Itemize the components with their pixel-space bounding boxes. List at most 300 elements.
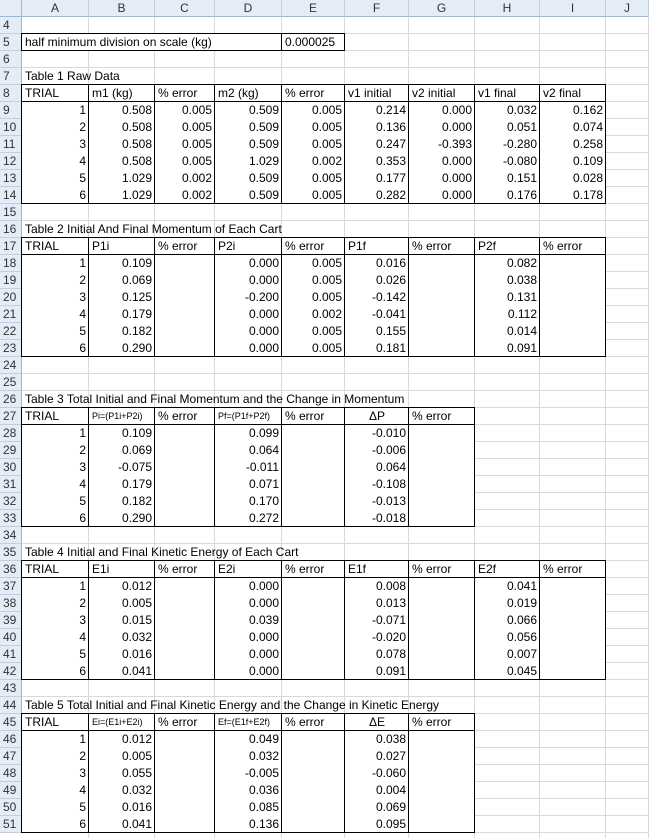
table1-cell[interactable]: 1.029 [89, 187, 155, 204]
table1-cell[interactable]: -0.080 [475, 153, 540, 170]
table3-cell[interactable] [155, 442, 215, 459]
table1-cell[interactable]: 0.177 [345, 170, 409, 187]
table2-cell[interactable]: 0.109 [89, 255, 155, 272]
table1-cell[interactable]: 0.508 [89, 153, 155, 170]
scale-division-label[interactable]: half minimum division on scale (kg) [22, 34, 282, 51]
table2-cell[interactable]: -0.041 [345, 306, 409, 323]
row-header[interactable]: 40 [0, 629, 22, 646]
column-header-b[interactable]: B [89, 0, 155, 17]
table2-cell[interactable]: -0.142 [345, 289, 409, 306]
table5-cell[interactable]: 0.095 [345, 816, 409, 833]
row-header[interactable]: 12 [0, 153, 22, 170]
table4-cell[interactable]: 0.056 [475, 629, 540, 646]
column-header-a[interactable]: A [22, 0, 89, 17]
table1-cell[interactable]: 0.005 [282, 119, 345, 136]
table2-cell[interactable] [409, 255, 475, 272]
table1-cell[interactable]: 0.509 [215, 187, 282, 204]
table4-cell[interactable]: 0.005 [89, 595, 155, 612]
table5-cell[interactable] [409, 748, 475, 765]
row-header[interactable]: 7 [0, 68, 22, 85]
table3-cell[interactable]: -0.018 [345, 510, 409, 527]
table4-cell[interactable]: 5 [22, 646, 89, 663]
row-header[interactable]: 15 [0, 204, 22, 221]
table4-cell[interactable]: 1 [22, 578, 89, 595]
table3-cell[interactable] [155, 493, 215, 510]
table4-cell[interactable]: 4 [22, 629, 89, 646]
table4-cell[interactable]: 0.032 [89, 629, 155, 646]
row-header[interactable]: 48 [0, 765, 22, 782]
table5-header[interactable]: % error [155, 714, 215, 731]
table4-cell[interactable] [540, 629, 606, 646]
table4-cell[interactable] [155, 595, 215, 612]
table2-cell[interactable]: 0.000 [215, 255, 282, 272]
table4-cell[interactable] [282, 629, 345, 646]
table2-cell[interactable]: 0.038 [475, 272, 540, 289]
table2-cell[interactable]: 0.005 [282, 272, 345, 289]
table4-cell[interactable]: 0.078 [345, 646, 409, 663]
row-header[interactable]: 24 [0, 357, 22, 374]
table4-cell[interactable]: -0.020 [345, 629, 409, 646]
table3-cell[interactable]: 0.109 [89, 425, 155, 442]
table3-header[interactable]: TRIAL [22, 408, 89, 425]
table2-cell[interactable]: 0.000 [215, 340, 282, 357]
table2-header[interactable]: P2f [475, 238, 540, 255]
table2-header[interactable]: P2i [215, 238, 282, 255]
table4-header[interactable]: % error [282, 561, 345, 578]
table4-cell[interactable] [409, 646, 475, 663]
row-header[interactable]: 6 [0, 51, 22, 68]
table1-cell[interactable]: 0.136 [345, 119, 409, 136]
row-header[interactable]: 43 [0, 680, 22, 697]
table3-cell[interactable] [282, 442, 345, 459]
table5-cell[interactable] [282, 799, 345, 816]
row-header[interactable]: 36 [0, 561, 22, 578]
table5-cell[interactable]: 0.069 [345, 799, 409, 816]
row-header[interactable]: 13 [0, 170, 22, 187]
table5-cell[interactable] [282, 765, 345, 782]
table2-header[interactable]: % error [409, 238, 475, 255]
table5-header[interactable]: TRIAL [22, 714, 89, 731]
table2-cell[interactable]: 0.016 [345, 255, 409, 272]
row-header[interactable]: 47 [0, 748, 22, 765]
table1-cell[interactable]: 0.002 [155, 187, 215, 204]
row-header[interactable]: 37 [0, 578, 22, 595]
table4-cell[interactable] [540, 578, 606, 595]
table2-cell[interactable]: 0.290 [89, 340, 155, 357]
table1-cell[interactable]: 0.162 [540, 102, 606, 119]
row-header[interactable]: 16 [0, 221, 22, 238]
table3-cell[interactable]: 0.064 [215, 442, 282, 459]
table5-cell[interactable]: 0.038 [345, 731, 409, 748]
table1-cell[interactable]: 0.214 [345, 102, 409, 119]
table3-cell[interactable]: 0.071 [215, 476, 282, 493]
table5-cell[interactable] [155, 731, 215, 748]
table3-cell[interactable]: -0.011 [215, 459, 282, 476]
table2-cell[interactable] [155, 323, 215, 340]
table2-cell[interactable]: 0.005 [282, 340, 345, 357]
table1-cell[interactable]: 0.005 [155, 102, 215, 119]
table3-cell[interactable]: 0.099 [215, 425, 282, 442]
table1-header[interactable]: m1 (kg) [89, 85, 155, 102]
table4-cell[interactable] [155, 578, 215, 595]
table5-cell[interactable] [155, 748, 215, 765]
table1-cell[interactable]: 0.258 [540, 136, 606, 153]
table2-cell[interactable] [409, 340, 475, 357]
table2-cell[interactable] [409, 272, 475, 289]
table1-cell[interactable]: 0.032 [475, 102, 540, 119]
table1-header[interactable]: v2 initial [409, 85, 475, 102]
table2-cell[interactable] [540, 323, 606, 340]
table2-cell[interactable]: 2 [22, 272, 89, 289]
table2-cell[interactable]: 0.131 [475, 289, 540, 306]
table1-cell[interactable]: 0.247 [345, 136, 409, 153]
row-header[interactable]: 45 [0, 714, 22, 731]
table1-cell[interactable]: 0.509 [215, 136, 282, 153]
table5-header[interactable]: % error [282, 714, 345, 731]
row-header[interactable]: 38 [0, 595, 22, 612]
row-header[interactable]: 21 [0, 306, 22, 323]
row-header[interactable]: 18 [0, 255, 22, 272]
table4-header[interactable]: % error [409, 561, 475, 578]
table1-header[interactable]: v2 final [540, 85, 606, 102]
column-header-h[interactable]: H [475, 0, 540, 17]
table5-cell[interactable]: -0.005 [215, 765, 282, 782]
row-header[interactable]: 4 [0, 17, 22, 34]
table1-cell[interactable]: 0.002 [155, 170, 215, 187]
table1-cell[interactable]: 1.029 [89, 170, 155, 187]
column-header-d[interactable]: D [215, 0, 282, 17]
table1-cell[interactable]: 0.005 [155, 136, 215, 153]
table4-cell[interactable]: 0.000 [215, 629, 282, 646]
table4-cell[interactable]: 0.000 [215, 646, 282, 663]
row-header[interactable]: 50 [0, 799, 22, 816]
table3-cell[interactable] [409, 510, 475, 527]
table4-cell[interactable] [409, 612, 475, 629]
table2-cell[interactable]: 0.155 [345, 323, 409, 340]
table2-cell[interactable]: 0.005 [282, 323, 345, 340]
table5-cell[interactable]: 0.136 [215, 816, 282, 833]
table4-cell[interactable] [540, 595, 606, 612]
table2-cell[interactable]: 0.000 [215, 323, 282, 340]
table1-header[interactable]: v1 initial [345, 85, 409, 102]
table1-cell[interactable]: 0.508 [89, 102, 155, 119]
table2-header[interactable]: P1i [89, 238, 155, 255]
table1-cell[interactable]: 0.005 [155, 119, 215, 136]
table1-cell[interactable]: 0.005 [282, 136, 345, 153]
column-header-g[interactable]: G [409, 0, 475, 17]
table4-cell[interactable]: 0.045 [475, 663, 540, 680]
table3-cell[interactable] [155, 510, 215, 527]
table2-cell[interactable] [155, 289, 215, 306]
table1-cell[interactable]: 0.509 [215, 170, 282, 187]
table3-cell[interactable]: 1 [22, 425, 89, 442]
table2-cell[interactable]: 0.005 [282, 289, 345, 306]
table2-cell[interactable] [155, 340, 215, 357]
table5-cell[interactable] [282, 816, 345, 833]
table4-cell[interactable] [282, 578, 345, 595]
table4-cell[interactable] [155, 663, 215, 680]
table4-cell[interactable]: 0.019 [475, 595, 540, 612]
table1-cell[interactable]: -0.280 [475, 136, 540, 153]
table2-cell[interactable] [155, 306, 215, 323]
table2-cell[interactable]: 0.181 [345, 340, 409, 357]
table1-header[interactable]: v1 final [475, 85, 540, 102]
table2-cell[interactable]: 1 [22, 255, 89, 272]
table3-cell[interactable] [282, 493, 345, 510]
table2-cell[interactable]: 0.000 [215, 306, 282, 323]
table5-cell[interactable]: -0.060 [345, 765, 409, 782]
row-header[interactable]: 9 [0, 102, 22, 119]
table1-cell[interactable]: 0.005 [282, 187, 345, 204]
table4-cell[interactable] [155, 646, 215, 663]
table2-cell[interactable]: 0.091 [475, 340, 540, 357]
row-header[interactable]: 28 [0, 425, 22, 442]
table3-cell[interactable]: -0.013 [345, 493, 409, 510]
row-header[interactable]: 32 [0, 493, 22, 510]
table5-cell[interactable] [409, 765, 475, 782]
table1-cell[interactable]: 0.151 [475, 170, 540, 187]
table3-cell[interactable] [155, 459, 215, 476]
row-header[interactable]: 31 [0, 476, 22, 493]
table4-cell[interactable] [409, 663, 475, 680]
table1-cell[interactable]: 0.000 [409, 119, 475, 136]
table3-cell[interactable] [409, 476, 475, 493]
table3-cell[interactable] [282, 510, 345, 527]
table3-header[interactable]: % error [155, 408, 215, 425]
table5-cell[interactable] [409, 799, 475, 816]
row-header[interactable]: 22 [0, 323, 22, 340]
table5-header[interactable]: Ei=(E1i+E2i) [89, 714, 155, 731]
table3-cell[interactable]: 3 [22, 459, 89, 476]
row-header[interactable]: 19 [0, 272, 22, 289]
table3-cell[interactable]: -0.006 [345, 442, 409, 459]
scale-division-value[interactable]: 0.000025 [285, 35, 336, 49]
table5-cell[interactable]: 2 [22, 748, 89, 765]
table1-header[interactable]: % error [282, 85, 345, 102]
table1-header[interactable]: m2 (kg) [215, 85, 282, 102]
table1-cell[interactable]: 1.029 [215, 153, 282, 170]
table4-header[interactable]: % error [540, 561, 606, 578]
table4-cell[interactable]: 0.016 [89, 646, 155, 663]
table5-cell[interactable]: 0.027 [345, 748, 409, 765]
row-header[interactable]: 14 [0, 187, 22, 204]
table4-cell[interactable]: 0.000 [215, 663, 282, 680]
table1-cell[interactable]: 0.178 [540, 187, 606, 204]
table1-cell[interactable]: 0.005 [155, 153, 215, 170]
table2-cell[interactable]: 0.026 [345, 272, 409, 289]
table4-header[interactable]: E1f [345, 561, 409, 578]
table1-cell[interactable]: -0.393 [409, 136, 475, 153]
table2-cell[interactable]: 5 [22, 323, 89, 340]
row-header[interactable]: 34 [0, 527, 22, 544]
table3-cell[interactable] [409, 425, 475, 442]
row-header[interactable]: 10 [0, 119, 22, 136]
table1-cell[interactable]: 2 [22, 119, 89, 136]
table2-cell[interactable] [540, 340, 606, 357]
table3-cell[interactable]: -0.075 [89, 459, 155, 476]
table3-cell[interactable]: 0.170 [215, 493, 282, 510]
table2-header[interactable]: P1f [345, 238, 409, 255]
table3-cell[interactable]: 0.182 [89, 493, 155, 510]
table5-cell[interactable] [282, 782, 345, 799]
table3-cell[interactable]: 2 [22, 442, 89, 459]
table4-cell[interactable]: 0.091 [345, 663, 409, 680]
table2-header[interactable]: % error [282, 238, 345, 255]
table1-cell[interactable]: 3 [22, 136, 89, 153]
table5-header[interactable]: % error [409, 714, 475, 731]
table4-cell[interactable]: 0.008 [345, 578, 409, 595]
table5-cell[interactable] [409, 731, 475, 748]
table3-cell[interactable] [282, 459, 345, 476]
row-header[interactable]: 35 [0, 544, 22, 561]
table5-cell[interactable] [155, 816, 215, 833]
column-header-j[interactable]: J [606, 0, 649, 17]
table1-cell[interactable]: 0.509 [215, 119, 282, 136]
table1-cell[interactable]: 0.282 [345, 187, 409, 204]
row-header[interactable]: 11 [0, 136, 22, 153]
table5-cell[interactable] [409, 782, 475, 799]
table4-cell[interactable]: 0.066 [475, 612, 540, 629]
table2-cell[interactable]: 3 [22, 289, 89, 306]
table1-cell[interactable]: 0.028 [540, 170, 606, 187]
table3-cell[interactable]: 0.069 [89, 442, 155, 459]
row-header[interactable]: 20 [0, 289, 22, 306]
row-header[interactable]: 29 [0, 442, 22, 459]
table1-cell[interactable]: 0.005 [282, 170, 345, 187]
column-header-e[interactable]: E [282, 0, 345, 17]
table4-cell[interactable] [155, 629, 215, 646]
table2-cell[interactable]: 0.005 [282, 255, 345, 272]
row-header[interactable]: 30 [0, 459, 22, 476]
table2-cell[interactable]: 0.014 [475, 323, 540, 340]
table4-cell[interactable] [540, 646, 606, 663]
table1-cell[interactable]: 0.353 [345, 153, 409, 170]
table5-cell[interactable] [282, 748, 345, 765]
column-header-f[interactable]: F [345, 0, 409, 17]
column-header-c[interactable]: C [155, 0, 215, 17]
table4-cell[interactable]: 0.041 [89, 663, 155, 680]
table5-cell[interactable]: 6 [22, 816, 89, 833]
table3-cell[interactable]: 0.064 [345, 459, 409, 476]
table2-cell[interactable] [409, 323, 475, 340]
table5-cell[interactable]: 0.085 [215, 799, 282, 816]
table1-cell[interactable]: 0.109 [540, 153, 606, 170]
table3-cell[interactable]: -0.108 [345, 476, 409, 493]
row-header[interactable]: 44 [0, 697, 22, 714]
table3-cell[interactable]: 0.272 [215, 510, 282, 527]
table5-cell[interactable]: 0.036 [215, 782, 282, 799]
table3-cell[interactable]: 6 [22, 510, 89, 527]
table1-cell[interactable]: 0.000 [409, 170, 475, 187]
table5-cell[interactable]: 0.005 [89, 748, 155, 765]
table3-cell[interactable] [155, 425, 215, 442]
table4-cell[interactable]: 0.007 [475, 646, 540, 663]
table3-cell[interactable]: 5 [22, 493, 89, 510]
table1-cell[interactable]: 0.000 [409, 102, 475, 119]
table2-cell[interactable]: 0.179 [89, 306, 155, 323]
table1-cell[interactable]: 0.000 [409, 187, 475, 204]
table2-header[interactable]: % error [540, 238, 606, 255]
table5-header[interactable]: ΔE [345, 714, 409, 731]
table1-cell[interactable]: 1 [22, 102, 89, 119]
table4-cell[interactable] [282, 663, 345, 680]
table4-cell[interactable]: 3 [22, 612, 89, 629]
table1-cell[interactable]: 5 [22, 170, 89, 187]
table3-cell[interactable] [282, 476, 345, 493]
table3-cell[interactable] [282, 425, 345, 442]
table2-cell[interactable]: 0.082 [475, 255, 540, 272]
table1-cell[interactable]: 4 [22, 153, 89, 170]
table4-cell[interactable]: 0.041 [475, 578, 540, 595]
row-header[interactable]: 41 [0, 646, 22, 663]
table2-cell[interactable] [155, 255, 215, 272]
table4-cell[interactable] [282, 595, 345, 612]
table4-header[interactable]: E2f [475, 561, 540, 578]
table5-cell[interactable] [155, 765, 215, 782]
column-header-i[interactable]: I [540, 0, 606, 17]
row-header[interactable]: 27 [0, 408, 22, 425]
row-header[interactable]: 23 [0, 340, 22, 357]
table1-cell[interactable]: 0.074 [540, 119, 606, 136]
row-header[interactable]: 5 [0, 34, 22, 51]
table2-cell[interactable] [540, 272, 606, 289]
table4-cell[interactable]: 2 [22, 595, 89, 612]
table1-cell[interactable]: 0.000 [409, 153, 475, 170]
table4-header[interactable]: % error [155, 561, 215, 578]
table4-cell[interactable]: -0.071 [345, 612, 409, 629]
table3-header[interactable]: Pi=(P1i+P2i) [89, 408, 155, 425]
table2-cell[interactable] [409, 306, 475, 323]
table5-cell[interactable]: 0.041 [89, 816, 155, 833]
table1-cell[interactable]: 0.051 [475, 119, 540, 136]
table5-cell[interactable]: 5 [22, 799, 89, 816]
table4-cell[interactable]: 0.000 [215, 578, 282, 595]
table2-header[interactable]: TRIAL [22, 238, 89, 255]
table1-header[interactable]: TRIAL [22, 85, 89, 102]
table2-cell[interactable] [540, 255, 606, 272]
table4-cell[interactable] [409, 578, 475, 595]
table2-cell[interactable]: -0.200 [215, 289, 282, 306]
table2-cell[interactable]: 0.112 [475, 306, 540, 323]
table3-cell[interactable] [409, 442, 475, 459]
table2-cell[interactable] [155, 272, 215, 289]
row-header[interactable]: 26 [0, 391, 22, 408]
table5-cell[interactable]: 0.049 [215, 731, 282, 748]
table2-cell[interactable]: 0.002 [282, 306, 345, 323]
row-header[interactable]: 33 [0, 510, 22, 527]
table2-header[interactable]: % error [155, 238, 215, 255]
table3-header[interactable]: % error [409, 408, 475, 425]
row-header[interactable]: 8 [0, 85, 22, 102]
table2-cell[interactable] [409, 289, 475, 306]
table5-cell[interactable] [409, 816, 475, 833]
table3-cell[interactable]: 0.179 [89, 476, 155, 493]
table3-cell[interactable]: 0.290 [89, 510, 155, 527]
table5-cell[interactable]: 0.032 [215, 748, 282, 765]
table4-cell[interactable]: 0.039 [215, 612, 282, 629]
row-header[interactable]: 42 [0, 663, 22, 680]
table2-cell[interactable]: 0.182 [89, 323, 155, 340]
table5-header[interactable]: Ef=(E1f+E2f) [215, 714, 282, 731]
table1-cell[interactable]: 0.002 [282, 153, 345, 170]
table4-cell[interactable] [540, 663, 606, 680]
table3-cell[interactable] [409, 493, 475, 510]
table4-cell[interactable] [409, 629, 475, 646]
table2-cell[interactable]: 0.125 [89, 289, 155, 306]
table4-header[interactable]: E2i [215, 561, 282, 578]
table3-header[interactable]: Pf=(P1f+P2f) [215, 408, 282, 425]
row-header[interactable]: 46 [0, 731, 22, 748]
